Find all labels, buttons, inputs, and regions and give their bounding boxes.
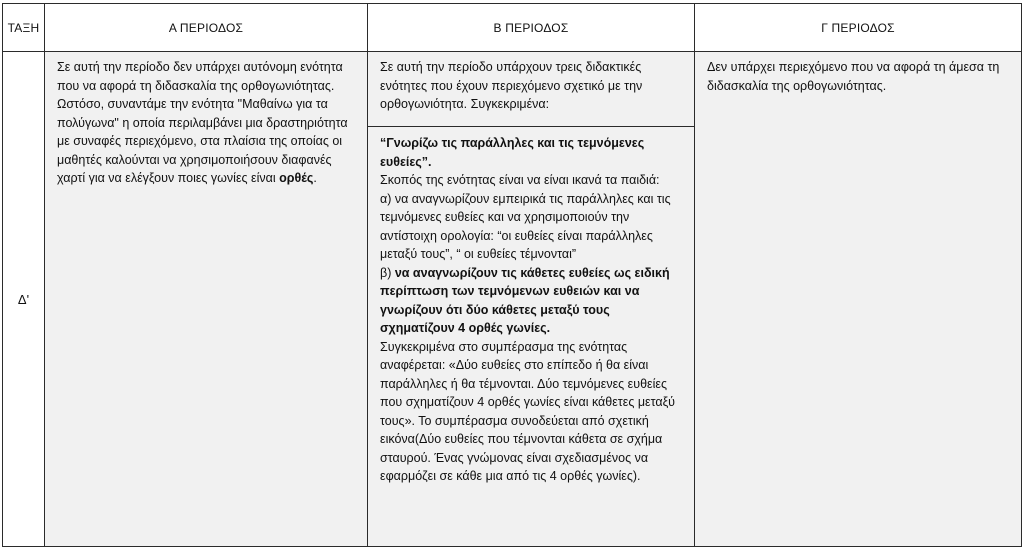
period-a-cell: [45, 52, 368, 547]
period-b-goal-b: [380, 264, 682, 338]
period-b-goal-b-bold: να αναγνωρίζουν τις κάθετες ευθείες ως ειδική περίπτωση των τεμνόμενων ευθειών και να γνωρίζουν ότι δύο κάθετες μεταξύ τους σχηματίζουν 4 ορθές γωνίες.: [380, 265, 670, 335]
period-b-unit-title: “Γνωρίζω τις παράλληλες και τις τεμνόμενες ευθείες”.: [380, 136, 645, 169]
header-grade: ΤΑΞΗ: [3, 4, 45, 52]
grade-cell: Δ': [3, 52, 45, 547]
header-period-b: Β ΠΕΡΙΟΔΟΣ: [368, 4, 695, 52]
period-b-goal-intro: Σκοπός της ενότητας είναι να είναι ικανά τα παιδιά:: [380, 173, 660, 187]
header-row: [3, 4, 1022, 52]
period-a-text-bold: ορθές: [279, 171, 314, 185]
period-a-text-main: Σε αυτή την περίοδο δεν υπάρχει αυτόνομη ενότητα που να αφορά τη διδασκαλία της ορθογωνιότητας. Ωστόσο, συναντάμε την ενότητα "Μαθαίνω για τα πολύγωνα" η οποία περιλαμβάνει μια δραστηριότητα με συναφές περιεχόμενο, στα πλαίσια της οποίας οι μαθητές καλούνται να χρησιμοποιήσουν διαφανές χαρτί για να ελέγξουν ποιες γωνίες είναι: [57, 60, 348, 185]
period-b-cell: [368, 52, 695, 547]
header-period-c: Γ ΠΕΡΙΟΔΟΣ: [695, 4, 1022, 52]
period-a-text-end: .: [313, 171, 317, 185]
period-c-cell: [695, 52, 1022, 547]
period-a-text: [45, 52, 367, 188]
period-b-detail: [368, 127, 694, 486]
period-b-conclusion: Συγκεκριμένα στο συμπέρασμα της ενότητας αναφέρεται: «Δύο ευθείες στο επίπεδο ή θα είναι παράλληλες ή θα τέμνονται. Δύο τεμνόμενες ευθείες που σχηματίζουν 4 ορθές γωνίες είναι κάθετες μεταξύ τους». Το συμπέρασμα συνοδεύεται από σχετική εικόνα(Δύο ευθείες που τέμνονται κάθετα σε σχήμα σταυρού. Ένας γνώμονας είναι σχεδιασμένος να εφαρμόζει σε κάθε μια από τις 4 ορθές γωνίες).: [380, 339, 676, 483]
period-b-goal-a: α) να αναγνωρίζουν εμπειρικά τις παράλληλες και τις τεμνόμενες ευθείες και να χρησιμοποιούν την αντίστοιχη ορολογία: “οι ευθείες είναι παράλληλες μεταξύ τους”, “ οι ευθείες τέμνονται”: [380, 191, 671, 261]
grade-row: [3, 52, 1022, 547]
period-b-goal-b-prefix: β): [380, 265, 395, 280]
curriculum-table: [2, 3, 1022, 547]
header-period-a: Α ΠΕΡΙΟΔΟΣ: [45, 4, 368, 52]
period-b-intro: Σε αυτή την περίοδο υπάρχουν τρεις διδακτικές ενότητες που έχουν περιεχόμενο σχετικό με την ορθογωνιότητα. Συγκεκριμένα:: [368, 52, 694, 127]
period-c-text: Δεν υπάρχει περιεχόμενο που να αφορά τη άμεσα τη διδασκαλία της ορθογωνιότητας.: [707, 60, 1000, 93]
